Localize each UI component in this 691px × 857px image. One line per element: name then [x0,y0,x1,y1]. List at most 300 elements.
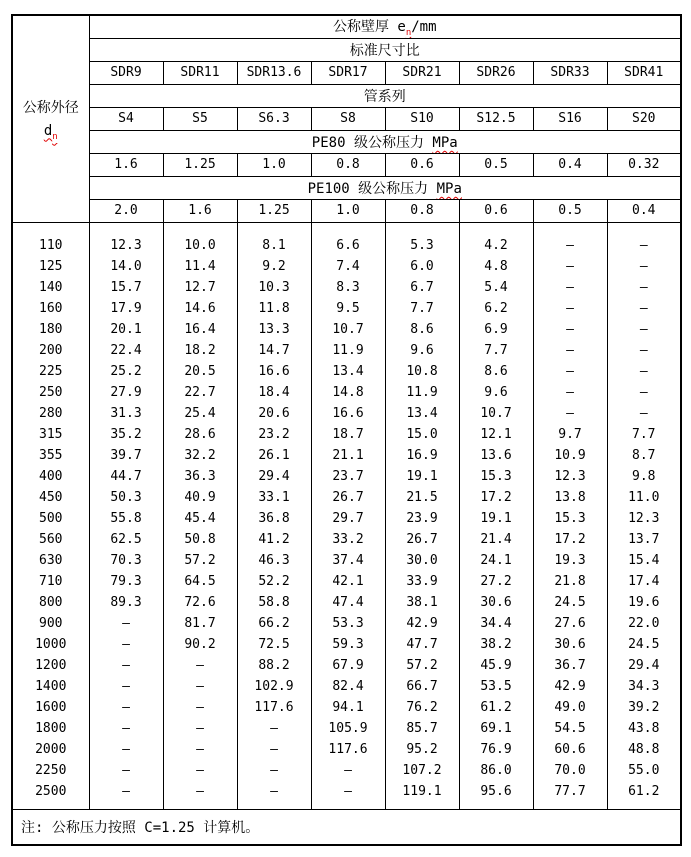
table-row [12,340,681,361]
value-cell: 7.7 [459,340,533,361]
sdr-label-cell: SDR13.6 [237,61,311,84]
value-cell: 13.4 [311,361,385,382]
value-cell: 8.6 [459,361,533,382]
value-cell: 70.0 [533,760,607,781]
value-cell: 34.3 [607,676,681,697]
table-row [12,634,681,655]
value-cell: 6.0 [385,256,459,277]
value-cell: 30.6 [459,592,533,613]
value-cell: 26.7 [385,529,459,550]
header-row-pe100-values [12,199,681,222]
value-cell: — [533,403,607,424]
value-cell: 16.6 [311,403,385,424]
diameter-cell: 1400 [12,676,89,697]
value-cell: — [607,361,681,382]
value-cell: 33.1 [237,487,311,508]
value-cell: — [89,676,163,697]
value-cell: 55.8 [89,508,163,529]
value-cell: 27.2 [459,571,533,592]
value-cell: 25.2 [89,361,163,382]
value-cell: 95.6 [459,781,533,810]
series-label-cell: S8 [311,107,385,130]
value-cell: 36.7 [533,655,607,676]
value-cell: 11.0 [607,487,681,508]
value-cell: 36.8 [237,508,311,529]
table-row [12,298,681,319]
value-cell: — [89,760,163,781]
pipe-spec-table [11,14,682,846]
value-cell: 14.6 [163,298,237,319]
value-cell: 52.2 [237,571,311,592]
value-cell: 30.6 [533,634,607,655]
table-row [12,424,681,445]
value-cell: 8.7 [607,445,681,466]
note-text: 注: 公称压力按照 C=1.25 计算机。 [12,809,681,845]
table-row [12,550,681,571]
table-row [12,676,681,697]
diameter-symbol: $d_n$ [43,122,58,142]
value-cell: 17.2 [459,487,533,508]
value-cell: 16.4 [163,319,237,340]
value-cell: 15.4 [607,550,681,571]
value-cell: 44.7 [89,466,163,487]
value-cell: 15.0 [385,424,459,445]
value-cell: 6.6 [311,222,385,256]
value-cell: — [607,298,681,319]
table-row [12,571,681,592]
value-cell: 62.5 [89,529,163,550]
value-cell: 18.2 [163,340,237,361]
value-cell: 13.8 [533,487,607,508]
value-cell: 9.6 [385,340,459,361]
value-cell: 20.5 [163,361,237,382]
value-cell: — [163,760,237,781]
diameter-cell: 355 [12,445,89,466]
value-cell: 28.6 [163,424,237,445]
table-row [12,697,681,718]
value-cell: — [163,697,237,718]
value-cell: 42.9 [533,676,607,697]
table-row [12,508,681,529]
value-cell: 29.7 [311,508,385,529]
value-cell: 119.1 [385,781,459,810]
pe100-value-cell: 0.4 [607,199,681,222]
diameter-cell: 450 [12,487,89,508]
value-cell: 13.3 [237,319,311,340]
diameter-cell: 1600 [12,697,89,718]
value-cell: 22.7 [163,382,237,403]
value-cell: 11.9 [385,382,459,403]
diameter-cell: 200 [12,340,89,361]
value-cell: 30.0 [385,550,459,571]
diameter-cell: 140 [12,277,89,298]
value-cell: — [163,718,237,739]
value-cell: — [89,781,163,810]
value-cell: 47.4 [311,592,385,613]
value-cell: — [89,655,163,676]
value-cell: 35.2 [89,424,163,445]
value-cell: 29.4 [607,655,681,676]
table-row [12,655,681,676]
value-cell: — [533,361,607,382]
value-cell: 23.2 [237,424,311,445]
pe80-value-cell: 1.0 [237,153,311,176]
value-cell: 11.9 [311,340,385,361]
diameter-cell: 630 [12,550,89,571]
value-cell: 9.5 [311,298,385,319]
diameter-cell: 315 [12,424,89,445]
value-cell: 7.4 [311,256,385,277]
value-cell: 6.7 [385,277,459,298]
pe100-value-cell: 1.0 [311,199,385,222]
value-cell: 38.2 [459,634,533,655]
data-body [12,222,681,809]
table-row [12,445,681,466]
table-row [12,466,681,487]
value-cell: 50.3 [89,487,163,508]
diameter-cell: 400 [12,466,89,487]
value-cell: — [163,676,237,697]
sdr-label-cell: SDR11 [163,61,237,84]
value-cell: 102.9 [237,676,311,697]
value-cell: 79.3 [89,571,163,592]
diameter-cell: 280 [12,403,89,424]
diameter-cell: 125 [12,256,89,277]
table-row [12,718,681,739]
value-cell: 13.6 [459,445,533,466]
value-cell: 16.9 [385,445,459,466]
value-cell: 12.3 [607,508,681,529]
value-cell: 72.5 [237,634,311,655]
value-cell: 21.5 [385,487,459,508]
series-label-cell: S20 [607,107,681,130]
table-row [12,361,681,382]
value-cell: 89.3 [89,592,163,613]
value-cell: 20.1 [89,319,163,340]
value-cell: — [533,298,607,319]
value-cell: 46.3 [237,550,311,571]
value-cell: 107.2 [385,760,459,781]
value-cell: 45.4 [163,508,237,529]
value-cell: 7.7 [607,424,681,445]
value-cell: 6.9 [459,319,533,340]
note-row [12,809,681,845]
pe100-value-cell: 0.5 [533,199,607,222]
value-cell: 55.0 [607,760,681,781]
value-cell: — [311,781,385,810]
value-cell: 34.4 [459,613,533,634]
value-cell: 77.7 [533,781,607,810]
diameter-cell: 160 [12,298,89,319]
value-cell: 42.1 [311,571,385,592]
value-cell: 15.3 [459,466,533,487]
value-cell: 41.2 [237,529,311,550]
value-cell: 117.6 [311,739,385,760]
value-cell: 16.6 [237,361,311,382]
value-cell: 14.8 [311,382,385,403]
value-cell: — [533,277,607,298]
value-cell: 4.8 [459,256,533,277]
diameter-cell: 1800 [12,718,89,739]
value-cell: 90.2 [163,634,237,655]
value-cell: 117.6 [237,697,311,718]
value-cell: 31.3 [89,403,163,424]
value-cell: 33.9 [385,571,459,592]
value-cell: 27.9 [89,382,163,403]
value-cell: 6.2 [459,298,533,319]
sdr-label-cell: SDR9 [89,61,163,84]
value-cell: 48.8 [607,739,681,760]
value-cell: 10.8 [385,361,459,382]
value-cell: — [89,634,163,655]
header-row-series-labels [12,107,681,130]
value-cell: 18.7 [311,424,385,445]
value-cell: 60.6 [533,739,607,760]
pe100-value-cell: 1.6 [163,199,237,222]
sdr-label-cell: SDR17 [311,61,385,84]
diameter-cell: 500 [12,508,89,529]
value-cell: 53.5 [459,676,533,697]
header-row-wall-thickness [12,15,681,38]
value-cell: — [607,222,681,256]
value-cell: 37.4 [311,550,385,571]
series-label-cell: S10 [385,107,459,130]
value-cell: 12.1 [459,424,533,445]
value-cell: 43.8 [607,718,681,739]
value-cell: — [237,760,311,781]
value-cell: 20.6 [237,403,311,424]
corner-title: 公称外径 [22,99,79,116]
value-cell: 11.8 [237,298,311,319]
value-cell: 5.3 [385,222,459,256]
value-cell: 76.2 [385,697,459,718]
value-cell: — [163,655,237,676]
value-cell: 61.2 [459,697,533,718]
value-cell: 19.6 [607,592,681,613]
value-cell: — [607,319,681,340]
value-cell: 10.7 [459,403,533,424]
sdr-label-cell: SDR33 [533,61,607,84]
value-cell: 9.7 [533,424,607,445]
corner-cell [12,15,89,222]
value-cell: 8.3 [311,277,385,298]
value-cell: 32.2 [163,445,237,466]
table-row [12,222,681,256]
value-cell: 29.4 [237,466,311,487]
diameter-cell: 560 [12,529,89,550]
value-cell: — [607,256,681,277]
value-cell: — [163,781,237,810]
value-cell: 23.9 [385,508,459,529]
value-cell: 10.9 [533,445,607,466]
value-cell: — [311,760,385,781]
pe80-value-cell: 0.5 [459,153,533,176]
series-label-cell: S4 [89,107,163,130]
value-cell: 12.7 [163,277,237,298]
header-row-sdr-group [12,38,681,61]
table-row [12,739,681,760]
value-cell: 85.7 [385,718,459,739]
value-cell: 4.2 [459,222,533,256]
diameter-cell: 110 [12,222,89,256]
table-row [12,403,681,424]
value-cell: — [89,697,163,718]
pe80-value-cell: 1.25 [163,153,237,176]
series-label-cell: S16 [533,107,607,130]
value-cell: 10.7 [311,319,385,340]
sdr-label-cell: SDR26 [459,61,533,84]
value-cell: 24.5 [533,592,607,613]
value-cell: 7.7 [385,298,459,319]
value-cell: 45.9 [459,655,533,676]
value-cell: — [89,613,163,634]
value-cell: 13.4 [385,403,459,424]
value-cell: 39.2 [607,697,681,718]
value-cell: 21.1 [311,445,385,466]
value-cell: 67.9 [311,655,385,676]
table-row [12,592,681,613]
series-label-cell: S12.5 [459,107,533,130]
value-cell: 22.4 [89,340,163,361]
pe80-value-cell: 0.4 [533,153,607,176]
diameter-cell: 900 [12,613,89,634]
table-row [12,529,681,550]
value-cell: 25.4 [163,403,237,424]
value-cell: 64.5 [163,571,237,592]
diameter-cell: 250 [12,382,89,403]
pe100-header: PE100 级公称压力 MPa [89,176,681,199]
series-label-cell: S6.3 [237,107,311,130]
diameter-cell: 2250 [12,760,89,781]
value-cell: 53.3 [311,613,385,634]
value-cell: 10.0 [163,222,237,256]
value-cell: 19.3 [533,550,607,571]
value-cell: 13.7 [607,529,681,550]
table-row [12,781,681,810]
diameter-cell: 1200 [12,655,89,676]
pe80-value-cell: 1.6 [89,153,163,176]
table-row [12,319,681,340]
value-cell: 76.9 [459,739,533,760]
value-cell: 5.4 [459,277,533,298]
diameter-cell: 225 [12,361,89,382]
value-cell: 17.4 [607,571,681,592]
pe80-header: PE80 级公称压力 MPa [89,130,681,153]
diameter-cell: 180 [12,319,89,340]
value-cell: 18.4 [237,382,311,403]
sdr-group-header: 标准尺寸比 [89,38,681,61]
value-cell: 9.6 [459,382,533,403]
value-cell: 54.5 [533,718,607,739]
value-cell: 88.2 [237,655,311,676]
table-row [12,760,681,781]
value-cell: 57.2 [163,550,237,571]
value-cell: — [533,340,607,361]
value-cell: 47.7 [385,634,459,655]
header-row-sdr-labels [12,61,681,84]
header-row-pe80-values [12,153,681,176]
value-cell: 42.9 [385,613,459,634]
diameter-cell: 1000 [12,634,89,655]
value-cell: 81.7 [163,613,237,634]
value-cell: — [607,340,681,361]
series-label-cell: S5 [163,107,237,130]
value-cell: 10.3 [237,277,311,298]
value-cell: 17.2 [533,529,607,550]
value-cell: 58.8 [237,592,311,613]
value-cell: 26.1 [237,445,311,466]
header-row-series-group [12,84,681,107]
value-cell: 24.1 [459,550,533,571]
pe80-unit: MPa [432,134,458,151]
value-cell: 40.9 [163,487,237,508]
value-cell: — [533,319,607,340]
value-cell: — [237,739,311,760]
pe100-unit: MPa [436,180,462,197]
pe100-value-cell: 2.0 [89,199,163,222]
table-row [12,277,681,298]
table-row [12,487,681,508]
value-cell: 8.6 [385,319,459,340]
value-cell: 59.3 [311,634,385,655]
value-cell: — [237,781,311,810]
value-cell: 26.7 [311,487,385,508]
value-cell: 50.8 [163,529,237,550]
value-cell: — [89,739,163,760]
value-cell: 23.7 [311,466,385,487]
diameter-cell: 2000 [12,739,89,760]
diameter-cell: 800 [12,592,89,613]
pe100-value-cell: 0.6 [459,199,533,222]
value-cell: 9.8 [607,466,681,487]
value-cell: — [163,739,237,760]
table-row [12,382,681,403]
table-row [12,613,681,634]
sdr-label-cell: SDR21 [385,61,459,84]
value-cell: 24.5 [607,634,681,655]
value-cell: — [607,277,681,298]
value-cell: — [607,382,681,403]
wall-thickness-header: 公称壁厚 $e_n/mm$ [89,15,681,38]
pe80-value-cell: 0.8 [311,153,385,176]
value-cell: 49.0 [533,697,607,718]
value-cell: 94.1 [311,697,385,718]
value-cell: 66.7 [385,676,459,697]
value-cell: 14.0 [89,256,163,277]
value-cell: — [533,222,607,256]
value-cell: 21.8 [533,571,607,592]
pe80-value-cell: 0.6 [385,153,459,176]
diameter-cell: 710 [12,571,89,592]
value-cell: 66.2 [237,613,311,634]
value-cell: 39.7 [89,445,163,466]
value-cell: 8.1 [237,222,311,256]
value-cell: 57.2 [385,655,459,676]
value-cell: 95.2 [385,739,459,760]
value-cell: 72.6 [163,592,237,613]
value-cell: 19.1 [385,466,459,487]
value-cell: 15.7 [89,277,163,298]
value-cell: 19.1 [459,508,533,529]
value-cell: 105.9 [311,718,385,739]
value-cell: 9.2 [237,256,311,277]
value-cell: 61.2 [607,781,681,810]
value-cell: 82.4 [311,676,385,697]
value-cell: — [607,403,681,424]
pe100-value-cell: 0.8 [385,199,459,222]
value-cell: 12.3 [533,466,607,487]
value-cell: 70.3 [89,550,163,571]
